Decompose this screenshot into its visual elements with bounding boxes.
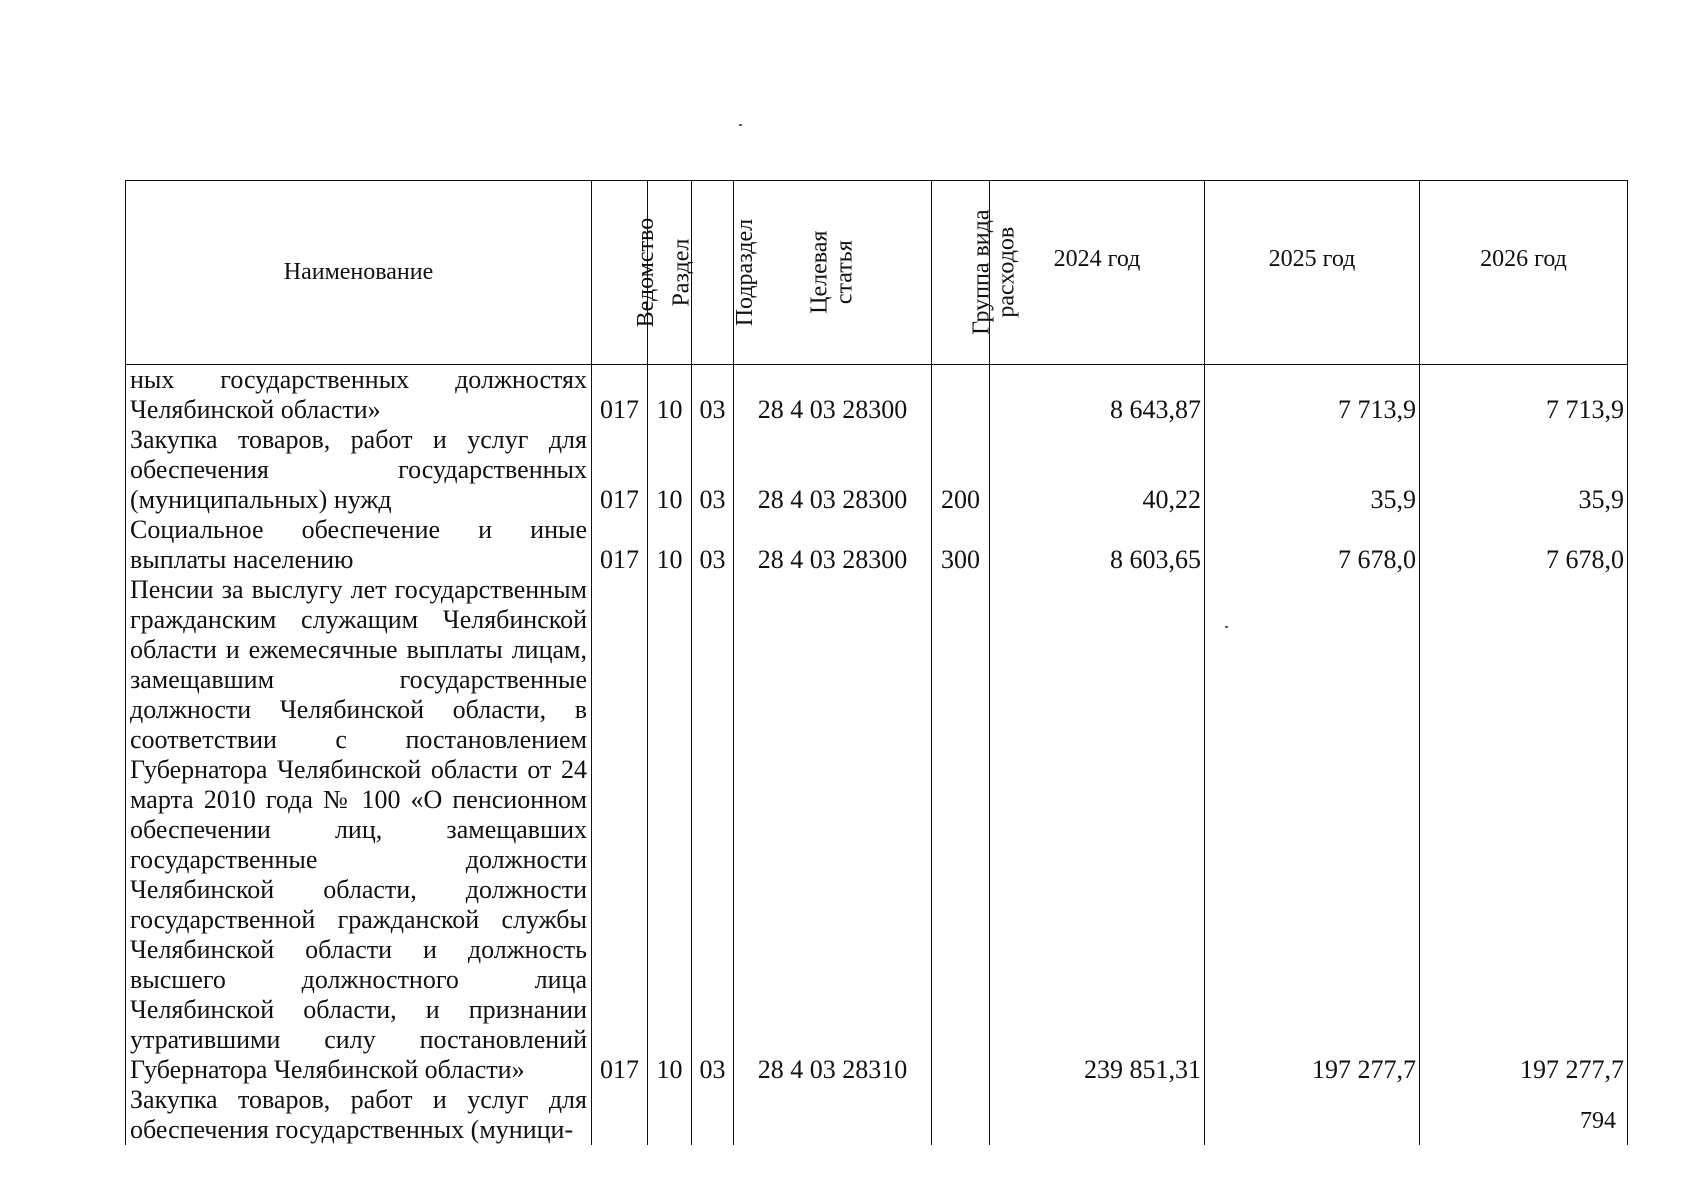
budget-table: [125, 180, 1628, 1145]
row-podrazdel: 03: [692, 575, 734, 1085]
row-2024: 8 603,65: [990, 515, 1205, 575]
row-2025: [1205, 1085, 1420, 1145]
row-razdel: 10: [648, 515, 692, 575]
header-podrazdel: Подраздел: [692, 181, 734, 365]
header-2026: 2026 год: [1420, 181, 1628, 365]
header-gruppa-vida-rashodov: Группа вида расходов: [932, 181, 990, 365]
row-2024: 239 851,31: [990, 575, 1205, 1085]
row-2025: 197 277,7: [1205, 575, 1420, 1085]
header-name: Наименование: [126, 181, 592, 365]
row-gruppa: [932, 365, 990, 426]
row-name: Пенсии за выслугу лет государственным гражданским служащим Челябинской области и ежемесячные выплаты лицам, замещавшим государственные должности Челябинской области, в соответствии с постановлением Губернатора Челябинской области от 24 марта 2010 года № 100 «О пенсионном обеспечении лиц, замещавших государственные должности Челябинской области, должности государственной гражданской службы Челябинской области и должность высшего должностного лица Челябинской области, и признании утратившими силу постановлений Губернатора Челябинской области»: [126, 575, 592, 1085]
row-celevaya: 28 4 03 28300: [734, 425, 932, 515]
scan-speck: [739, 124, 742, 126]
row-razdel: 10: [648, 365, 692, 426]
header-razdel: Раздел: [648, 181, 692, 365]
row-gruppa: [932, 575, 990, 1085]
table-row: [126, 515, 1628, 575]
row-vedomstvo: [592, 1085, 648, 1145]
row-2026: 7 678,0: [1420, 515, 1628, 575]
row-2026: 35,9: [1420, 425, 1628, 515]
row-2024: [990, 1085, 1205, 1145]
row-2025: 7 678,0: [1205, 515, 1420, 575]
row-podrazdel: 03: [692, 425, 734, 515]
row-gruppa: [932, 1085, 990, 1145]
row-vedomstvo: 017: [592, 575, 648, 1085]
row-razdel: 10: [648, 425, 692, 515]
row-vedomstvo: 017: [592, 425, 648, 515]
row-vedomstvo: 017: [592, 365, 648, 426]
row-celevaya: 28 4 03 28310: [734, 575, 932, 1085]
row-podrazdel: 03: [692, 515, 734, 575]
row-celevaya: [734, 1085, 932, 1145]
table-header-row: [126, 181, 1628, 365]
row-gruppa: 200: [932, 425, 990, 515]
table-row: [126, 365, 1628, 426]
table-row: [126, 1085, 1628, 1145]
row-gruppa: 300: [932, 515, 990, 575]
row-celevaya: 28 4 03 28300: [734, 515, 932, 575]
table-row: [126, 575, 1628, 1085]
row-2026: 7 713,9: [1420, 365, 1628, 426]
row-razdel: 10: [648, 575, 692, 1085]
header-2024: 2024 год: [990, 181, 1205, 365]
row-podrazdel: 03: [692, 365, 734, 426]
row-celevaya: 28 4 03 28300: [734, 365, 932, 426]
row-razdel: [648, 1085, 692, 1145]
row-vedomstvo: 017: [592, 515, 648, 575]
row-podrazdel: [692, 1085, 734, 1145]
header-vedomstvo: Ведомство: [592, 181, 648, 365]
header-2025: 2025 год: [1205, 181, 1420, 365]
row-2024: 40,22: [990, 425, 1205, 515]
row-name: Закупка товаров, работ и услуг для обеспечения государственных (муници-: [126, 1085, 592, 1145]
row-name: ных государственных должностях Челябинской области»: [126, 365, 592, 426]
row-name: Социальное обеспечение и иные выплаты населению: [126, 515, 592, 575]
page-number: 794: [1580, 1108, 1616, 1134]
row-2026: 197 277,7: [1420, 575, 1628, 1085]
table-row: [126, 425, 1628, 515]
row-name: Закупка товаров, работ и услуг для обеспечения государственных (муниципальных) нужд: [126, 425, 592, 515]
row-2025: 7 713,9: [1205, 365, 1420, 426]
header-celevaya-statya: Целевая статья: [734, 181, 932, 365]
row-2024: 8 643,87: [990, 365, 1205, 426]
row-2025: 35,9: [1205, 425, 1420, 515]
